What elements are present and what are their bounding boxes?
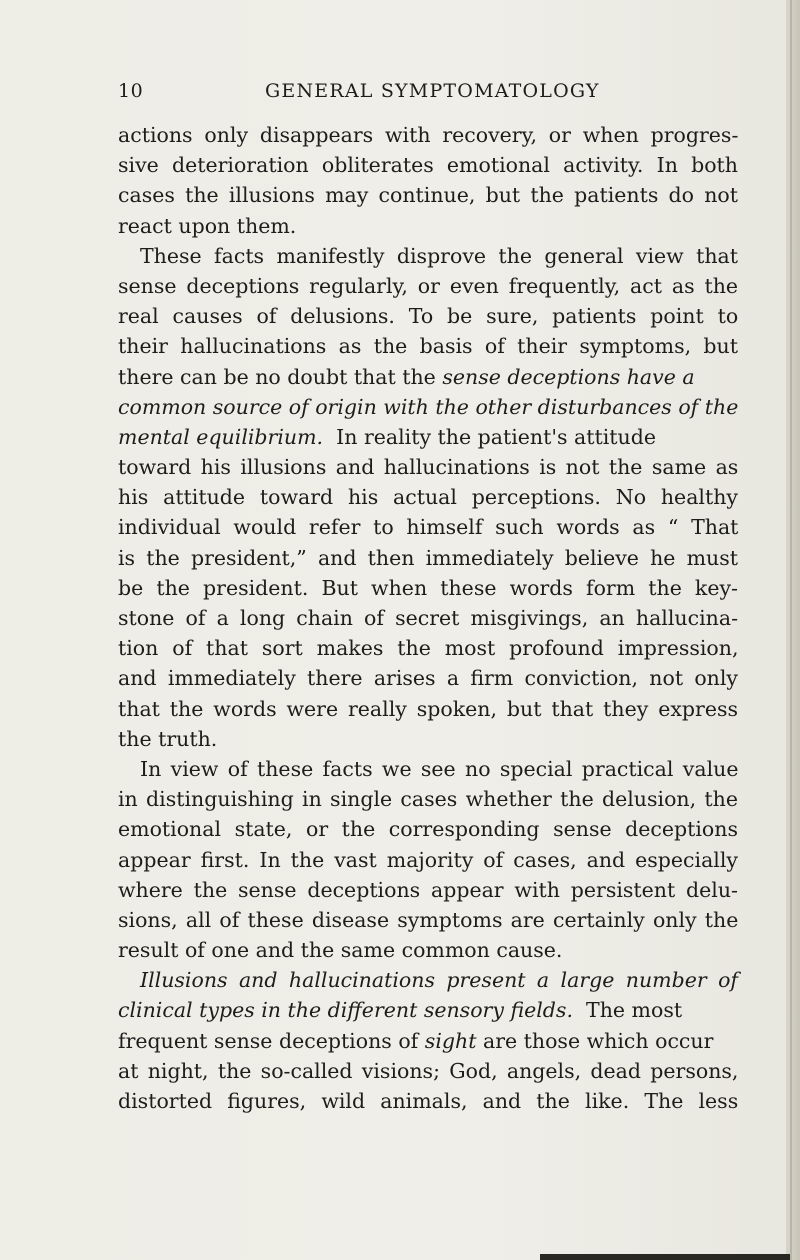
body-text [118, 120, 738, 1116]
text-line: distorted figures, wild animals, and the like. The less [118, 1089, 739, 1113]
text-line: at night, the so-called visions; God, angels, dead persons, [118, 1058, 739, 1083]
text-segment: The most [586, 998, 683, 1023]
text-line: react upon them. [118, 213, 297, 238]
text-line: and immediately there arises a firm conviction, not only [118, 666, 739, 691]
page-bottom-shadow [540, 1254, 790, 1260]
italic-segment: sight [424, 1028, 477, 1053]
text-segment: In reality the patient's attitude [336, 424, 656, 449]
italic-segment: clinical types in the different sensory fields. [118, 998, 573, 1023]
text-line [118, 362, 738, 392]
text-line: his attitude toward his actual perceptions. No healthy [118, 485, 738, 510]
text-line: individual would refer to himself such words as “ That [118, 515, 739, 540]
text-line: sive deterioration obliterates emotional activity. In both [118, 153, 738, 178]
text-line: their hallucinations as the basis of their symptoms, but [118, 334, 738, 359]
text-line: stone of a long chain of secret misgivings, an hallucina- [118, 606, 738, 630]
text-line: sions, all of these disease symptoms are certainly only the [118, 907, 739, 932]
text-line [118, 1026, 738, 1056]
text-line: result of one and the same common cause. [118, 938, 563, 963]
text-line: real causes of delusions. To be sure, patients point to [118, 304, 739, 329]
text-segment: frequent sense deceptions of [118, 1028, 419, 1053]
text-line [118, 422, 738, 452]
text-line: where the sense deceptions appear with persistent delu- [118, 877, 738, 902]
text-line: be the president. But when these words form the key- [118, 575, 738, 600]
text-line: In view of these facts we see no special practical value [140, 756, 739, 781]
text-line: actions only disappears with recovery, or when progres- [118, 123, 739, 147]
text-line: the truth. [118, 726, 218, 751]
page-number: 10 [118, 80, 144, 102]
text-line: cases the illusions may continue, but the patients do not [118, 183, 738, 208]
text-line: toward his illusions and hallucinations is not the same as [118, 455, 739, 480]
text-line: appear first. In the vast majority of cases, and especially [118, 847, 738, 872]
text-line: common source of origin with the other disturbances of the [118, 394, 739, 419]
page-edge [786, 0, 800, 1260]
text-segment: there can be no doubt that the [118, 364, 436, 389]
text-line: tion of that sort makes the most profound impression, [118, 636, 739, 661]
text-line: emotional state, or the corresponding sense deceptions [118, 817, 738, 842]
italic-segment: mental equilibrium. [118, 424, 324, 449]
italic-segment: sense deceptions have a [442, 364, 695, 389]
page-header [100, 80, 740, 110]
text-segment: are those which occur [482, 1028, 714, 1053]
text-line: is the president,” and then immediately believe he must [118, 545, 738, 570]
text-line [118, 995, 738, 1025]
text-line: in distinguishing in single cases whether the delusion, the [118, 787, 738, 812]
text-line: that the words were really spoken, but that they express [118, 696, 738, 721]
text-line: sense deceptions regularly, or even frequently, act as the [118, 273, 739, 298]
text-line: These facts manifestly disprove the general view that [140, 243, 738, 268]
running-head: GENERAL SYMPTOMATOLOGY [265, 80, 600, 102]
text-line: Illusions and hallucinations present a large number of [140, 968, 738, 993]
